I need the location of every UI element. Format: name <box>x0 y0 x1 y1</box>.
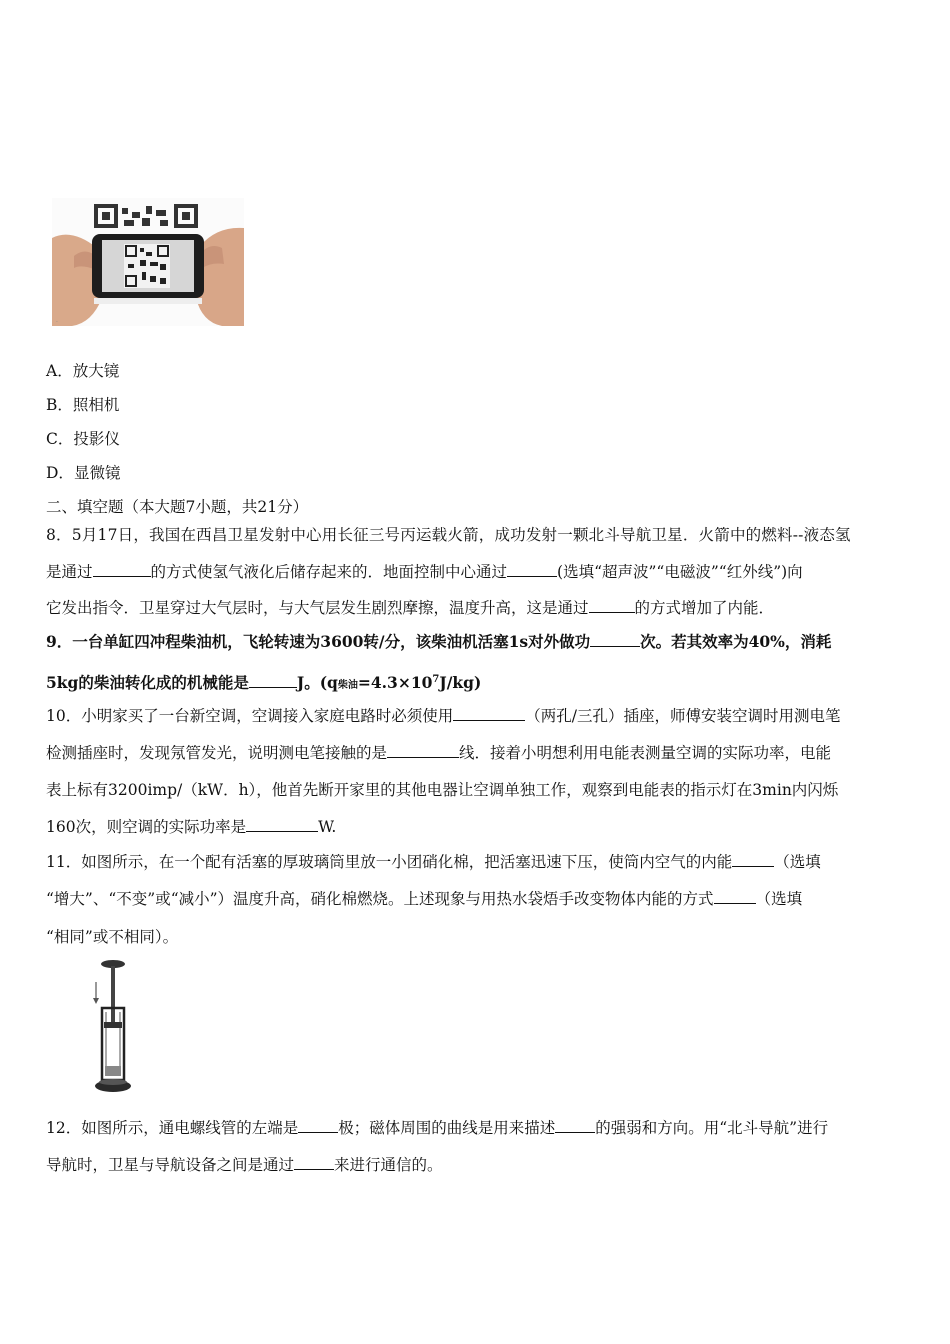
q11-line-2 <box>46 889 802 909</box>
q12-text: 的强弱和方向。用“北斗导航”进行 <box>595 1119 829 1137</box>
q10-text: W. <box>318 818 337 836</box>
q10-text: （两孔/三孔）插座，师傅安装空调时用测电笔 <box>525 707 841 725</box>
q8-line-2 <box>46 562 803 582</box>
q11-text: （选填 <box>755 890 803 908</box>
qr-scan-photo <box>52 198 244 326</box>
q8-text: 的方式使氢气液化后储存起来的．地面控制中心通过 <box>150 563 508 581</box>
option-letter: D． <box>46 464 74 482</box>
option-text: 投影仪 <box>73 430 120 448</box>
q8-text: (选填“超声波”“电磁波”“红外线”)向 <box>557 563 803 581</box>
answer-blank[interactable] <box>453 706 525 721</box>
svg-text:.: . <box>56 317 58 324</box>
answer-blank[interactable] <box>93 562 151 577</box>
q9-text: 5kg的柴油转化成的机械能是 <box>46 673 249 693</box>
q8-line-1: 8．5月17日，我国在西昌卫星发射中心用长征三号丙运载火箭，成功发射一颗北斗导航卫星．火箭中的燃料--液态氢 <box>46 526 851 544</box>
answer-blank[interactable] <box>589 598 635 613</box>
section-heading: 二、填空题（本大题7小题，共21分） <box>46 498 309 516</box>
option-c <box>46 429 120 449</box>
q12-text: 极；磁体周围的曲线是用来描述 <box>338 1119 556 1137</box>
q10-text: 10．小明家买了一台新空调，空调接入家庭电路时必须使用 <box>46 707 454 725</box>
option-text: 照相机 <box>72 396 120 414</box>
q9-text: J/kg) <box>439 673 482 693</box>
q10-text: 线．接着小明想利用电能表测量空调的实际功率，电能 <box>459 744 832 762</box>
q11-line-3: “相同”或不相同）。 <box>46 928 179 946</box>
q9-superscript: 7 <box>432 674 440 685</box>
q9-text: J。(q <box>296 673 338 693</box>
glass-tube-piston-figure <box>88 958 138 1098</box>
q8-text: 它发出指令．卫星穿过大气层时，与大气层发生剧烈摩擦，温度升高，这是通过 <box>46 599 589 617</box>
answer-blank[interactable] <box>298 1118 338 1133</box>
q12-line-2 <box>46 1155 443 1175</box>
q9-line-2 <box>46 670 481 696</box>
answer-blank[interactable] <box>507 562 557 577</box>
option-d <box>46 463 120 483</box>
answer-blank[interactable] <box>590 632 640 647</box>
q11-text: （选填 <box>774 853 821 871</box>
q10-text: 160次，则空调的实际功率是 <box>46 818 247 836</box>
q12-text: 导航时，卫星与导航设备之间是通过 <box>46 1156 295 1174</box>
q11-text: 11．如图所示，在一个配有活塞的厚玻璃筒里放一小团硝化棉，把活塞迅速下压，使筒内空气的内能 <box>46 853 733 871</box>
q10-text: 检测插座时，发现氖管发光，说明测电笔接触的是 <box>46 744 388 762</box>
q8-text: 的方式增加了内能． <box>634 599 775 617</box>
q11-text: “增大”、“不变”或“减小”）温度升高，硝化棉燃烧。上述现象与用热水袋焐手改变物体内能的方式 <box>46 890 714 908</box>
option-letter: A． <box>46 362 73 380</box>
answer-blank[interactable] <box>732 852 774 867</box>
q12-line-1 <box>46 1118 828 1138</box>
q10-line-1 <box>46 706 840 726</box>
option-a <box>46 361 119 381</box>
answer-blank[interactable] <box>246 817 318 832</box>
option-b <box>46 395 119 415</box>
answer-blank[interactable] <box>555 1118 595 1133</box>
q9-line-1 <box>46 632 831 652</box>
q8-text: 是通过 <box>46 563 93 581</box>
q12-text: 来进行通信的。 <box>334 1156 443 1174</box>
q9-text: 次。若其效率为40%，消耗 <box>640 632 832 651</box>
q8-line-3 <box>46 598 774 618</box>
answer-blank[interactable] <box>714 889 756 904</box>
q10-line-4 <box>46 817 336 837</box>
answer-blank[interactable] <box>249 673 297 688</box>
answer-blank[interactable] <box>387 743 459 758</box>
q9-text: =4.3×10 <box>357 673 433 693</box>
q11-line-1 <box>46 852 821 872</box>
q12-text: 12．如图所示，通电螺线管的左端是 <box>46 1119 299 1137</box>
option-text: 显微镜 <box>73 464 121 482</box>
option-letter: B． <box>46 396 73 414</box>
q9-subscript: 柴油 <box>337 680 358 692</box>
q9-text: 9．一台单缸四冲程柴油机，飞轮转速为3600转/分，该柴油机活塞1s对外做功 <box>46 632 591 651</box>
q10-line-2 <box>46 743 831 763</box>
q10-line-3: 表上标有3200imp/（kW．h），他首先断开家里的其他电器让空调单独工作，观察到电能表的指示灯在3min内闪烁 <box>46 781 839 799</box>
answer-blank[interactable] <box>294 1155 334 1170</box>
option-letter: C． <box>46 430 74 448</box>
option-text: 放大镜 <box>72 362 120 380</box>
